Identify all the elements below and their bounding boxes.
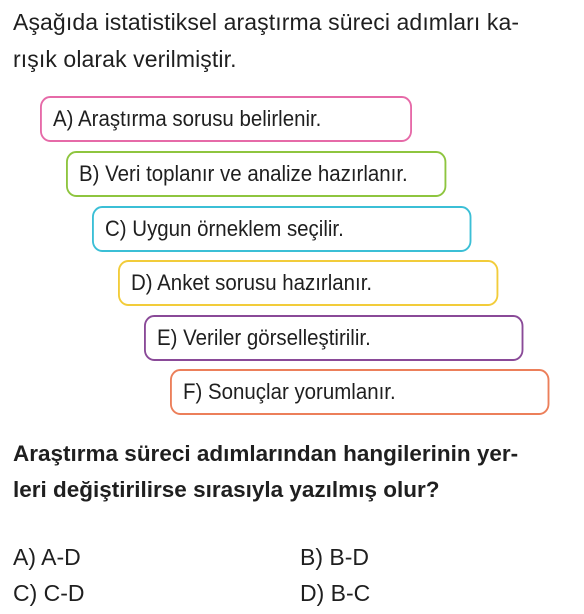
intro-line-1: Aşağıda istatistiksel araştırma süreci adımları ka- [13,9,520,35]
step-text-d: D) Anket sorusu hazırlanır. [131,270,373,295]
option-b[interactable]: B) B-D [300,544,369,570]
step-box-e [144,315,523,361]
question-stem [13,436,578,508]
intro-line-2: rışık olarak verilmiştir. [13,46,237,72]
question-intro [13,4,578,78]
step-text-a: A) Araştırma sorusu belirlenir. [53,106,322,131]
option-c[interactable]: C) C-D [13,580,85,606]
question-line-2: leri değiştirilirse sırasıyla yazılmış olur? [13,477,440,502]
step-box-f [170,369,549,415]
step-box-d [118,260,498,306]
step-text-e: E) Veriler görselleştirilir. [157,325,371,350]
step-text-b: B) Veri toplanır ve analize hazırlanır. [79,161,408,186]
step-box-c [92,206,471,252]
step-text-f: F) Sonuçlar yorumlanır. [183,379,396,404]
question-line-1: Araştırma süreci adımlarından hangilerinin yer- [13,441,519,466]
option-d[interactable]: D) B-C [300,580,371,606]
step-box-b [66,151,446,197]
option-a[interactable]: A) A-D [13,544,81,570]
step-box-a [40,96,412,142]
step-text-c: C) Uygun örneklem seçilir. [105,216,344,241]
